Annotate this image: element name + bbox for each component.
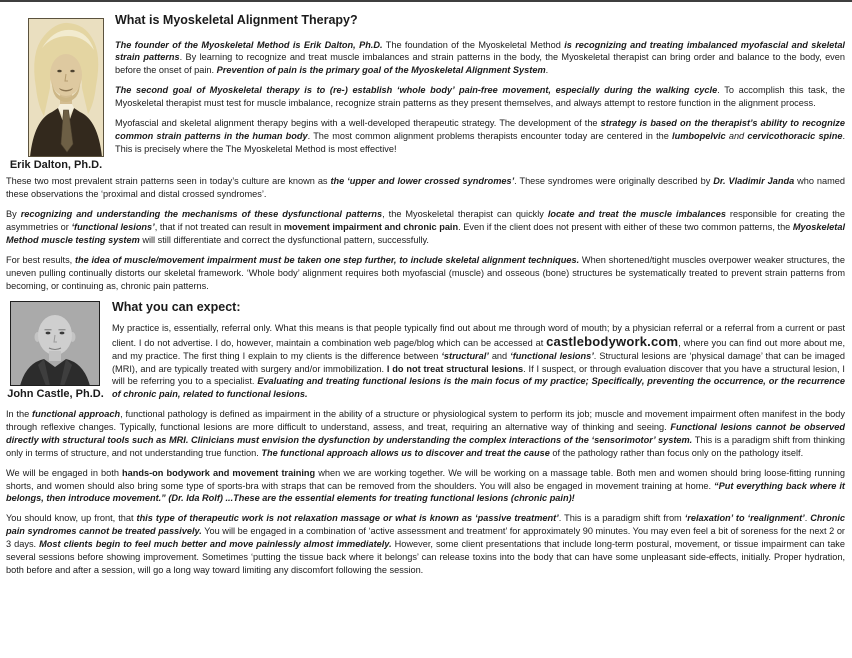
castle-fullwidth-paragraphs xyxy=(6,408,845,577)
text-run: , the Myoskeletal therapist can quickly xyxy=(382,209,548,220)
text-run: the idea of muscle/movement impairment must be taken one step further, to include skeletal alignment techniques. xyxy=(74,254,580,265)
text-run: recognizing and understanding the mechanisms of these dysfunctional patterns xyxy=(20,209,383,220)
section-what-is xyxy=(6,12,846,171)
text-run: strategy is based on the therapist’s ability to recognize common strain patterns in the human body xyxy=(115,117,845,141)
text-run: Functional lesions cannot be observed directly with structural tools such as MRI. Clinicians must envision the dysfunction by understanding the complex interactions of the ‘sensorimotor’ system. xyxy=(6,422,845,445)
text-run: Prevention of pain is the primary goal of the Myoskeletal Alignment System xyxy=(216,65,546,76)
text-run: Most clients begin to feel much better and move painlessly almost immediately. xyxy=(39,539,392,550)
text-run: Evaluating and treating functional lesions is the main focus of my practice; Specifically, preventing the occurrence, or the recurrence of chronic pain, related to functional lesions. xyxy=(112,376,845,400)
paragraph xyxy=(6,39,845,78)
text-run: , where you can find out more about me, and my practice. The first thing I explain to my clients is the difference between xyxy=(112,337,845,361)
text-run: lumbopelvic xyxy=(672,130,726,141)
text-run: locate and treat the muscle imbalances xyxy=(547,209,726,220)
text-run: . To accomplish this task, the Myoskeletal therapist must test for muscle imbalance, recognize strain patterns as they present themselves, and always attempt to restore function in the alignment process. xyxy=(115,85,846,108)
dalton-photo-block xyxy=(6,12,106,173)
text-run: when we are working together. We will be working on a massage table. Both men and women should bring loose-fitting running shorts, and women should also bring some type of sports-bra with straps that can be removed from the shoulders. You will also be engaged in movement training at home. xyxy=(6,467,845,491)
text-run: These two most prevalent strain patterns seen in today’s culture are known as xyxy=(6,176,331,187)
text-run: For best results, xyxy=(6,254,75,265)
paragraph xyxy=(6,467,845,506)
text-run: , that if not treated can result in xyxy=(154,222,284,233)
text-run: . The most common alignment problems therapists encounter today are centered in the xyxy=(307,130,673,141)
text-run: is recognizing and treating imbalanced myofascial and skeletal strain patterns xyxy=(115,39,845,63)
text-run: this type of therapeutic work is not relaxation massage or what is known as ‘passive treatment’ xyxy=(136,513,559,524)
text-run: hands-on bodywork and movement training xyxy=(122,467,316,478)
text-run: . xyxy=(545,65,549,76)
heading-what-you-can-expect: What you can expect: xyxy=(112,300,241,315)
website-address: castlebodywork.com xyxy=(546,333,679,349)
text-run: movement impairment and chronic pain xyxy=(283,222,459,233)
text-run: I do not treat structural lesions xyxy=(386,363,524,374)
paragraph xyxy=(6,208,845,247)
page-top-border xyxy=(0,0,852,2)
text-run: of the pathology rather than focus only on the pathology itself. xyxy=(549,447,804,458)
john-castle-photo xyxy=(10,301,100,386)
heading-what-is-myoskeletal: What is Myoskeletal Alignment Therapy? xyxy=(115,13,358,27)
text-run: will still differentiate and correct the dysfunctional pattern, successfully. xyxy=(139,234,429,245)
text-run: You should know, up front, that xyxy=(6,513,137,524)
text-run: ‘structural’ xyxy=(441,350,489,361)
section-expect xyxy=(6,299,845,401)
text-run: ‘functional lesions’ xyxy=(71,222,155,233)
text-run: . Structural lesions are ‘physical damage’ that can be imaged (MRI), and are typically treated with surgery and/or immobilization. xyxy=(112,350,845,374)
text-run: , functional pathology is defined as impairment in the ability of a structure or physiological system to perform its job; muscle and movement impairment often manifest in the body through reflexive changes. Typically, functional lesions are more difficult to understand, assess, and treat, requiring an alternative way of thinking and seeing. xyxy=(6,409,845,433)
text-run: who named these observations the ‘proximal and distal crossed syndromes’. xyxy=(6,176,845,200)
text-run: The founder of the Myoskeletal Method is Erik Dalton, Ph.D. xyxy=(115,39,383,50)
text-run: ‘functional lesions’ xyxy=(510,350,594,361)
text-run: The functional approach allows us to discover and treat the cause xyxy=(261,447,550,458)
text-run: responsible for creating the asymmetries or xyxy=(6,209,845,233)
text-run: Myofascial and skeletal alignment therapy begins with a well-developed therapeutic strategy. The development of the xyxy=(115,117,601,128)
paragraph xyxy=(6,322,845,401)
text-run: This is a paradigm shift from thinking only in terms of structure, and not understanding true function. xyxy=(6,434,846,458)
neck-shape xyxy=(49,351,61,361)
paragraph xyxy=(6,175,845,201)
dalton-photo-caption: Erik Dalton, Ph.D. xyxy=(9,159,103,171)
paragraph xyxy=(6,84,845,110)
right-eye xyxy=(70,70,74,73)
text-run: We will be engaged in both xyxy=(6,467,123,478)
text-run: “Put everything back where it belongs, then introduce movement.” (Dr. Ida Rolf) ...These are the essential elements for treating functional lesions (chronic pain)! xyxy=(6,480,845,504)
text-run: . If I suspect, or through evaluation discover that you have a structural lesion, I will be referring you to a specialist. xyxy=(112,363,845,387)
text-run: By xyxy=(6,209,21,220)
text-run: My practice is, essentially, referral only. What this means is that people typically find out about me through word of mouth; by a physician referral or a referral from a current or past client. I do not advertise. I do, however, maintain a combination web page/blog which can be accessed at xyxy=(112,322,845,348)
text-run: The second goal of Myoskeletal therapy is to (re-) establish ‘whole body’ pain-free movement, especially during the walking cycle xyxy=(115,85,718,96)
dalton-fullwidth-paragraphs xyxy=(6,175,845,292)
text-run: functional approach xyxy=(32,409,121,420)
text-run: When shortened/tight muscles overpower weaker structures, the uneven pulling continually distorts our skeletal framework. ‘Whole body’ alignment requires both myofascial (muscle) and osseous (bone) structures be systematically treated to prevent strain patterns from becoming, or continuing as, chronic pain patterns. xyxy=(6,254,845,291)
text-run: Chronic pain syndromes cannot be treated passively. xyxy=(6,513,845,537)
text-run: cervicothoracic spine xyxy=(747,130,843,141)
text-run: . By learning to recognize and treat muscle imbalances and strain patterns in the body, the Myoskeletal therapist can bring order and balance to the body, even before the onset of pain. xyxy=(115,52,845,76)
castle-wrapped-paragraphs xyxy=(6,322,845,401)
paragraph xyxy=(6,254,845,293)
text-run: . xyxy=(804,513,811,524)
castle-photo-caption: John Castle, Ph.D. xyxy=(7,388,104,401)
paragraph xyxy=(6,117,845,156)
right-brow xyxy=(59,329,66,330)
paragraph xyxy=(6,408,845,460)
left-eye xyxy=(57,70,61,73)
castle-photo-block xyxy=(6,299,105,402)
left-brow xyxy=(45,329,52,330)
right-eye xyxy=(60,332,65,335)
text-run: Myoskeletal Method muscle testing system xyxy=(6,222,845,245)
text-run: ‘relaxation’ to ‘realignment’ xyxy=(684,513,805,524)
text-run: . This is a paradigm shift from xyxy=(558,513,685,524)
text-run: . Even if the client does not present with either of these two common patterns, the xyxy=(458,222,793,233)
dalton-wrapped-paragraphs xyxy=(6,39,845,156)
text-run: However, some client presentations that include long-term postural, movement, or tissue impairment can take several sessions before showing improvement. Sometimes ‘putting the tissue back where it belongs’ can release toxins into the body that can have some unpleasant side-effects, initially. Proper hydration, both before and after a session, will go a long way toward limiting any discomfort following the session. xyxy=(6,539,846,575)
text-run: and xyxy=(488,350,511,361)
paragraph xyxy=(6,512,845,576)
text-run: and xyxy=(725,130,748,141)
text-run: You will be engaged in a combination of ‘active assessment and treatment’ for approximately 90 minutes. You may even feel a bit of soreness for the next 2 or 3 days. xyxy=(6,526,845,550)
text-run: . These syndromes were originally described by xyxy=(514,176,714,187)
erik-dalton-photo xyxy=(28,18,104,157)
text-run: In the xyxy=(6,409,33,420)
text-run: the ‘upper and lower crossed syndromes’ xyxy=(330,176,515,187)
text-run: . This is precisely where the The Myoskeletal Method is most effective! xyxy=(115,130,845,154)
text-run: Dr. Vladimir Janda xyxy=(713,176,795,187)
text-run: The foundation of the Myoskeletal Method xyxy=(382,39,565,50)
left-eye xyxy=(46,332,51,335)
